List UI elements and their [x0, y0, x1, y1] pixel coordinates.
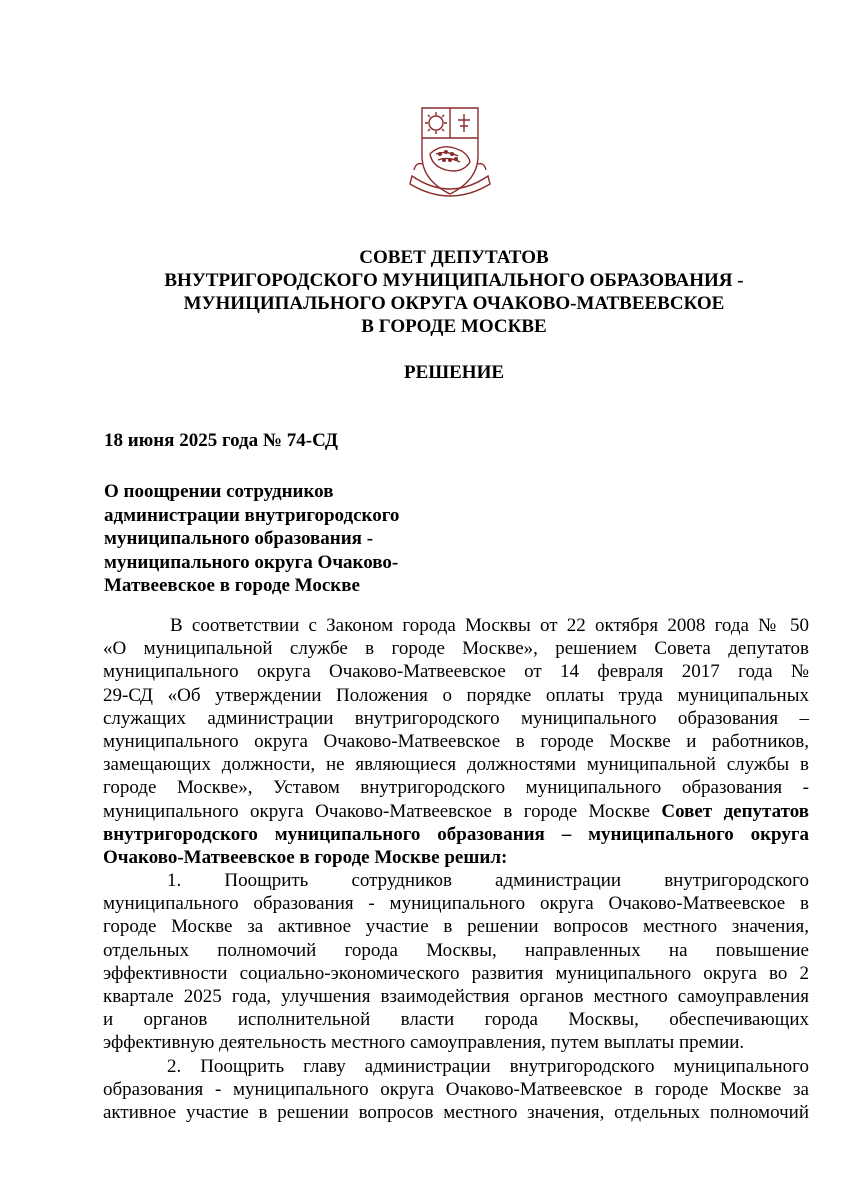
body-line: служащих администрации внутригородского муниципального образования –	[103, 707, 809, 729]
decision-body	[103, 614, 809, 1124]
body-line: отдельных полномочий города Москвы, направленных на повышение	[103, 939, 809, 961]
body-line: муниципального округа Очаково-Матвеевское от 14 февраля 2017 года №	[103, 661, 809, 683]
body-text: муниципального округа Очаково-Матвеевское в городе Москве	[103, 800, 662, 822]
header-line: МУНИЦИПАЛЬНОГО ОКРУГА ОЧАКОВО-МАТВЕЕВСКОЕ	[183, 293, 725, 314]
body-line: 1. Поощрить сотрудников администрации внутригородского	[167, 870, 809, 892]
body-line: и органов исполнительной власти города Москвы, обеспечивающих	[103, 1009, 809, 1031]
body-line: эффективную деятельность местного самоуправления, путем выплаты премии.	[103, 1032, 745, 1054]
body-bold-text: Совет депутатов	[661, 800, 810, 822]
body-line: замещающих должности, не являющиеся должностями муниципальной службы в	[103, 754, 809, 776]
body-line: квартале 2025 года, улучшения взаимодействия органов местного самоуправления	[103, 986, 809, 1007]
subject-line: О поощрении сотрудников	[104, 481, 334, 502]
decision-subject	[104, 480, 434, 598]
council-header	[0, 246, 848, 338]
ochakovo-matveevskoe-coat-of-arms-icon	[406, 104, 494, 200]
body-line	[103, 846, 809, 869]
body-line: «О муниципальной службе в городе Москве», решением Совета депутатов	[103, 638, 809, 660]
body-line: муниципального образования - муниципального округа Очаково-Матвеевское в	[103, 893, 809, 915]
body-line: 29-СД «Об утверждении Положения о порядке оплаты труда муниципальных	[103, 684, 809, 706]
body-bold-text: внутригородского муниципального образования – муниципального округа	[103, 823, 809, 845]
subject-line: муниципального образования -	[104, 528, 374, 549]
decision-date-number: 18 июня 2025 года № 74-СД	[104, 430, 338, 451]
document-type-title: РЕШЕНИЕ	[403, 362, 505, 383]
body-line: образования - муниципального округа Очаково-Матвеевское в городе Москве за	[103, 1078, 809, 1100]
body-line: В соответствии с Законом города Москвы от 22 октября 2008 года № 50	[170, 615, 809, 636]
body-line: городе Москве за активное участие в решении вопросов местного значения,	[103, 916, 809, 938]
header-line: В ГОРОДЕ МОСКВЕ	[361, 316, 547, 337]
subject-line: Матвеевское в городе Москве	[104, 575, 360, 596]
body-line	[103, 823, 809, 846]
subject-line: муниципального округа Очаково-	[104, 551, 399, 573]
body-line: 2. Поощрить главу администрации внутригородского муниципального	[167, 1055, 809, 1077]
header-line: ВНУТРИГОРОДСКОГО МУНИЦИПАЛЬНОГО ОБРАЗОВАНИЯ -	[164, 270, 744, 291]
body-line: муниципального округа Очаково-Матвеевское в городе Москве и работников,	[103, 730, 809, 752]
body-line: городе Москве», Уставом внутригородского муниципального образования -	[103, 777, 809, 799]
body-bold-text: Очаково-Матвеевское в городе Москве решил:	[103, 846, 508, 868]
header-line: СОВЕТ ДЕПУТАТОВ	[359, 247, 549, 268]
body-line: активное участие в решении вопросов местного значения, отдельных полномочий	[103, 1101, 809, 1123]
body-line: эффективности социально-экономического развития муниципального округа во 2	[103, 962, 809, 984]
subject-line: администрации внутригородского	[104, 504, 400, 526]
body-line	[103, 800, 809, 823]
